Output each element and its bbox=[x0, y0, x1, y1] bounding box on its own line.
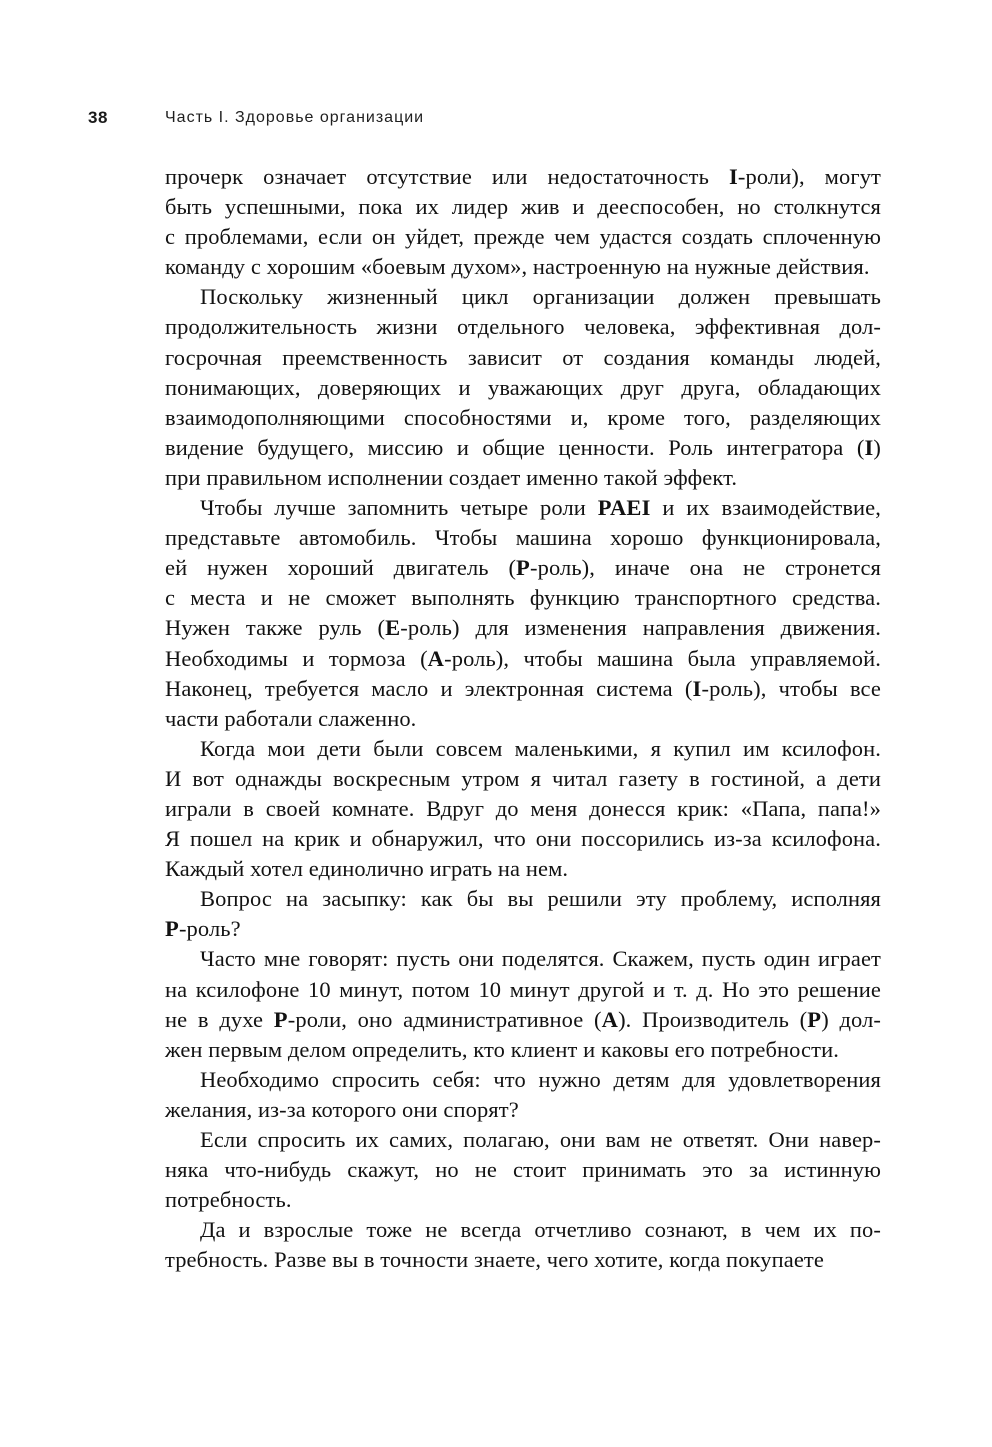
text-line: команду с хорошим «боевым духом», настроенную на нужные действия. bbox=[165, 254, 870, 280]
text-line: Да и взрослые тоже не всегда отчетливо сознают, в чем их по- bbox=[200, 1217, 881, 1243]
text-line: И вот однажды воскресным утром я читал газету в гостиной, а дети bbox=[165, 765, 881, 791]
paragraph bbox=[165, 1065, 881, 1125]
text-line: играли в своей комнате. Вдруг до меня донесся крик: «Папа, папа!» bbox=[165, 795, 881, 821]
text-line: Поскольку жизненный цикл организации должен превышать bbox=[200, 284, 881, 310]
text-line: быть успешными, пока их лидер жив и дееспособен, но столкнутся bbox=[165, 194, 881, 220]
text-line: Наконец, требуется масло и электронная система (I-роль), чтобы все bbox=[165, 675, 881, 701]
text-line: Нужен также руль (E-роль) для изменения направления движения. bbox=[165, 615, 881, 641]
body-text bbox=[165, 162, 881, 1275]
text-line: на ксилофоне 10 минут, потом 10 минут другой и т. д. Но это решение bbox=[165, 976, 881, 1002]
text-line: Если спросить их самих, полагаю, они вам не ответят. Они навер- bbox=[200, 1127, 881, 1152]
text-line: госрочная преемственность зависит от создания команды людей, bbox=[165, 344, 881, 370]
text-line: жен первым делом определить, кто клиент и каковы его потребности. bbox=[165, 1036, 839, 1062]
text-line: с места и не сможет выполнять функцию транспортного средства. bbox=[165, 585, 881, 611]
text-line: части работали слаженно. bbox=[165, 705, 417, 731]
text-line: Каждый хотел единолично играть на нем. bbox=[165, 856, 569, 882]
text-line: Необходимо спросить себя: что нужно детям для удовлетворения bbox=[200, 1066, 881, 1092]
text-line: потребность. bbox=[165, 1187, 292, 1213]
running-header bbox=[0, 108, 992, 132]
paragraph bbox=[165, 944, 881, 1064]
text-line: P-роль? bbox=[165, 916, 241, 942]
text-line: Необходимы и тормоза (A-роль), чтобы машина была управляемой. bbox=[165, 645, 881, 671]
paragraph bbox=[165, 884, 881, 944]
text-line: видение будущего, миссию и общие ценности. Роль интегратора (I) bbox=[165, 434, 881, 460]
text-line: требность. Разве вы в точности знаете, чего хотите, когда покупаете bbox=[165, 1247, 824, 1273]
paragraph bbox=[165, 1215, 881, 1275]
text-line: Я пошел на крик и обнаружил, что они поссорились из-за ксилофона. bbox=[165, 826, 881, 852]
text-line: желания, из-за которого они спорят? bbox=[165, 1096, 519, 1122]
text-line: ей нужен хороший двигатель (P-роль), иначе она не стронется bbox=[165, 555, 881, 581]
text-line: няка что-нибудь скажут, но не стоит принимать это за истинную bbox=[165, 1157, 881, 1183]
text-line: Вопрос на засыпку: как бы вы решили эту проблему, исполняя bbox=[200, 886, 881, 912]
text-line: прочерк означает отсутствие или недостаточность I-роли), могут bbox=[165, 164, 881, 189]
paragraph bbox=[165, 162, 881, 282]
text-line: при правильном исполнении создает именно такой эффект. bbox=[165, 464, 738, 490]
paragraph bbox=[165, 282, 881, 493]
text-line: с проблемами, если он уйдет, прежде чем удастся создать сплоченную bbox=[165, 224, 881, 250]
paragraph bbox=[165, 734, 881, 884]
page-number: 38 bbox=[88, 108, 108, 127]
text-line: взаимодополняющими способностями и, кроме того, разделяющих bbox=[165, 404, 881, 430]
paragraph bbox=[165, 493, 881, 734]
text-line: Чтобы лучше запомнить четыре роли PAEI и их взаимодействие, bbox=[200, 495, 881, 521]
text-line: Часто мне говорят: пусть они поделятся. Скажем, пусть один играет bbox=[200, 946, 881, 972]
text-line: понимающих, доверяющих и уважающих друг друга, обладающих bbox=[165, 374, 881, 400]
running-title: Часть I. Здоровье организации bbox=[165, 109, 425, 126]
text-line: не в духе P-роли, оно административное (A). Производитель (P) дол- bbox=[165, 1006, 881, 1032]
text-line: продолжительность жизни отдельного человека, эффективная дол- bbox=[165, 314, 881, 340]
paragraph bbox=[165, 1125, 881, 1215]
text-line: Когда мои дети были совсем маленькими, я купил им ксилофон. bbox=[200, 735, 881, 761]
text-line: представьте автомобиль. Чтобы машина хорошо функционировала, bbox=[165, 525, 881, 551]
